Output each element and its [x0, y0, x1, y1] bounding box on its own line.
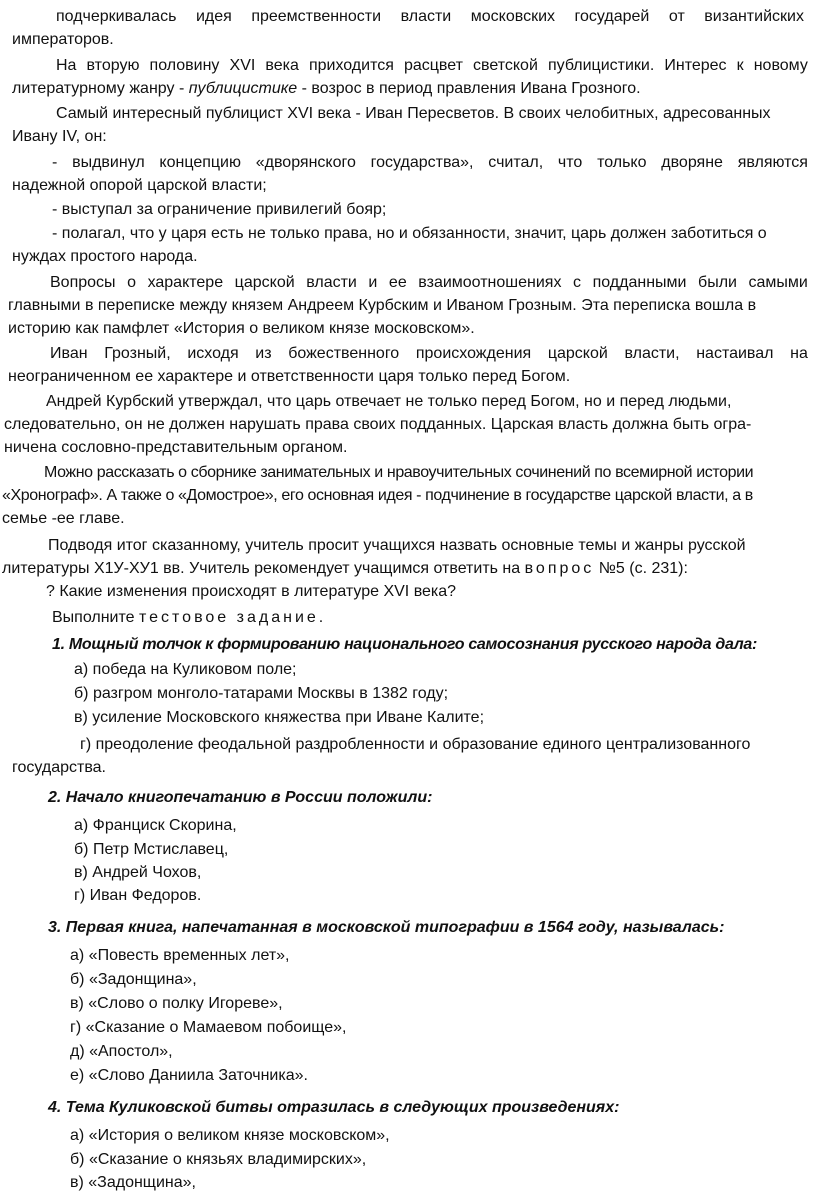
para8-line1: Подводя итог сказанному, учитель просит учащихся назвать основные темы и жанры русской: [48, 537, 746, 554]
question2-option-c: в) Андрей Чохов,: [74, 864, 202, 881]
task-heading-spaced: тестовое задание: [138, 609, 319, 626]
question3-title: 3. Первая книга, напечатанная в московской типографии в 1564 году, называлась:: [48, 919, 725, 936]
word: выдвинул: [72, 154, 145, 171]
word: «дворянского: [255, 154, 356, 171]
para2-line2-start: литературному жанру -: [12, 80, 189, 97]
word: к: [736, 57, 744, 74]
para4-line1: [50, 272, 808, 294]
para8-line2: [2, 558, 688, 580]
word: приходится: [308, 57, 394, 74]
word: характере: [147, 274, 224, 291]
word: вторую: [86, 57, 140, 74]
word: публицистики.: [547, 57, 655, 74]
word: Вопросы: [50, 274, 116, 291]
para5-line1: [50, 343, 808, 365]
para8-line3: ? Какие изменения происходят в литературе XVI века?: [46, 583, 457, 600]
question2-option-d: г) Иван Федоров.: [74, 887, 202, 904]
word: царской: [234, 274, 295, 291]
word: Интерес: [664, 57, 727, 74]
para2-line1: [56, 55, 808, 77]
word: Иван: [50, 345, 88, 362]
para2-line2: [12, 78, 641, 100]
word: царской: [547, 345, 608, 362]
word: государства»,: [370, 154, 474, 171]
question3-option-d: г) «Сказание о Мамаевом побоище»,: [70, 1019, 347, 1036]
para7-line3: семье -ее главе.: [2, 510, 125, 527]
para6-line1: Андрей Курбский утверждал, что царь отвечает не только перед Богом, но и перед людьми,: [46, 393, 732, 410]
word: На: [56, 57, 77, 74]
para1-line2: императоров.: [12, 31, 114, 48]
word: ее: [388, 274, 407, 291]
para4-line3: историю как памфлет «История о великом князе московском».: [8, 320, 475, 337]
word: подчеркивалась: [56, 8, 177, 25]
question4-option-c: в) «Задонщина»,: [70, 1174, 196, 1191]
para8-line2-start: литературы Х1У-ХУ1 вв. Учитель рекомендует учащимся ответить на: [2, 560, 525, 577]
bullet1-line2: надежной опорой царской власти;: [12, 177, 267, 194]
word: Грозный,: [104, 345, 171, 362]
question3-option-e: д) «Апостол»,: [70, 1043, 173, 1060]
word: о: [127, 274, 136, 291]
para6-line3: ничена сословно-представительным органом.: [4, 439, 348, 456]
word: государей: [574, 8, 650, 25]
word: концепцию: [159, 154, 241, 171]
word: московских: [470, 8, 555, 25]
para4-line2: главными в переписке между князем Андреем Курбским и Иваном Грозным. Эта переписка вошла в: [8, 297, 757, 314]
word: только: [597, 154, 647, 171]
task-heading: [52, 607, 323, 629]
para2-line2-end: - возрос в период правления Ивана Грозного.: [297, 80, 641, 97]
question1-option-b: б) разгром монголо-татарами Москвы в 1382 году;: [74, 685, 449, 702]
question2-title: 2. Начало книгопечатанию в России положили:: [48, 789, 433, 806]
word: власти,: [624, 345, 680, 362]
bullet1-line1: [52, 152, 808, 174]
para6-line2: следовательно, он не должен нарушать права своих подданных. Царская власть должна быть огра-: [4, 416, 752, 433]
question4-option-b: б) «Сказание о князьях владимирских»,: [70, 1151, 367, 1168]
question1-title: 1. Мощный толчок к формированию национального самосознания русского народа дала:: [52, 636, 758, 653]
word: происхождения: [415, 345, 532, 362]
word: взаимоотношениях: [418, 274, 562, 291]
word: божественного: [288, 345, 400, 362]
para1-line1: [56, 6, 804, 28]
task-heading-suffix: .: [318, 609, 324, 626]
word: XVI: [229, 57, 256, 74]
word: считал,: [488, 154, 544, 171]
question2-option-b: б) Петр Мстиславец,: [74, 841, 229, 858]
question3-option-b: б) «Задонщина»,: [70, 971, 197, 988]
question3-option-f: е) «Слово Даниила Заточника».: [70, 1067, 308, 1084]
word: византийских: [704, 8, 804, 25]
para3-line1: Самый интересный публицист XVI века - Иван Пересветов. В своих челобитных, адресованных: [56, 105, 771, 122]
task-heading-prefix: Выполните: [52, 609, 139, 626]
word: и: [368, 274, 378, 291]
word: власти: [400, 8, 452, 25]
word: века: [265, 57, 299, 74]
word: настаивал: [696, 345, 774, 362]
para8-line2-end: №5 (с. 231):: [594, 560, 688, 577]
bullet3-line1: - полагал, что у царя есть не только права, но и обязанности, значит, царь должен заботиться о: [52, 225, 767, 242]
question1-option-a: а) победа на Куликовом поле;: [74, 661, 297, 678]
word: что: [557, 154, 583, 171]
question-word-spaced: вопрос: [524, 560, 595, 577]
bullet2: - выступал за ограничение привилегий бояр;: [52, 201, 387, 218]
para5-line2: неограниченном ее характере и ответственности царя только перед Богом.: [8, 368, 571, 385]
word: исходя: [187, 345, 239, 362]
para7-line2: «Хронограф». А также о «Домострое», его основная идея - подчинение в государстве царской власти, а в: [2, 487, 753, 504]
question2-option-a: а) Франциск Скорина,: [74, 817, 237, 834]
question4-title: 4. Тема Куликовской битвы отразилась в следующих произведениях:: [48, 1099, 620, 1116]
word: дворяне: [661, 154, 723, 171]
word: подданными: [592, 274, 687, 291]
word: светской: [473, 57, 538, 74]
word: идея: [195, 8, 232, 25]
question3-option-c: в) «Слово о полку Игореве»,: [70, 995, 283, 1012]
word: из: [255, 345, 272, 362]
question4-option-a: а) «История о великом князе московском»,: [70, 1127, 390, 1144]
question1-option-d-line1: г) преодоление феодальной раздробленности и образование единого централизованного: [80, 736, 751, 753]
publicistics-term: публицистике: [188, 80, 298, 97]
question3-option-a: а) «Повесть временных лет»,: [70, 947, 290, 964]
question1-option-d-line2: государства.: [12, 759, 106, 776]
word: расцвет: [403, 57, 463, 74]
word: от: [668, 8, 685, 25]
word: с: [573, 274, 582, 291]
word: были: [698, 274, 737, 291]
word: -: [52, 154, 58, 171]
word: новому: [753, 57, 808, 74]
para3-line2: Ивану IV, он:: [12, 128, 107, 145]
question1-option-c: в) усиление Московского княжества при Иване Калите;: [74, 709, 485, 726]
word: самыми: [748, 274, 808, 291]
word: преемственности: [251, 8, 382, 25]
word: половину: [149, 57, 220, 74]
word: являются: [737, 154, 808, 171]
bullet3-line2: нуждах простого народа.: [12, 248, 198, 265]
para7-line1: Можно рассказать о сборнике занимательных и нравоучительных сочинений по всемирной истории: [44, 464, 754, 481]
word: на: [790, 345, 808, 362]
word: власти: [306, 274, 357, 291]
